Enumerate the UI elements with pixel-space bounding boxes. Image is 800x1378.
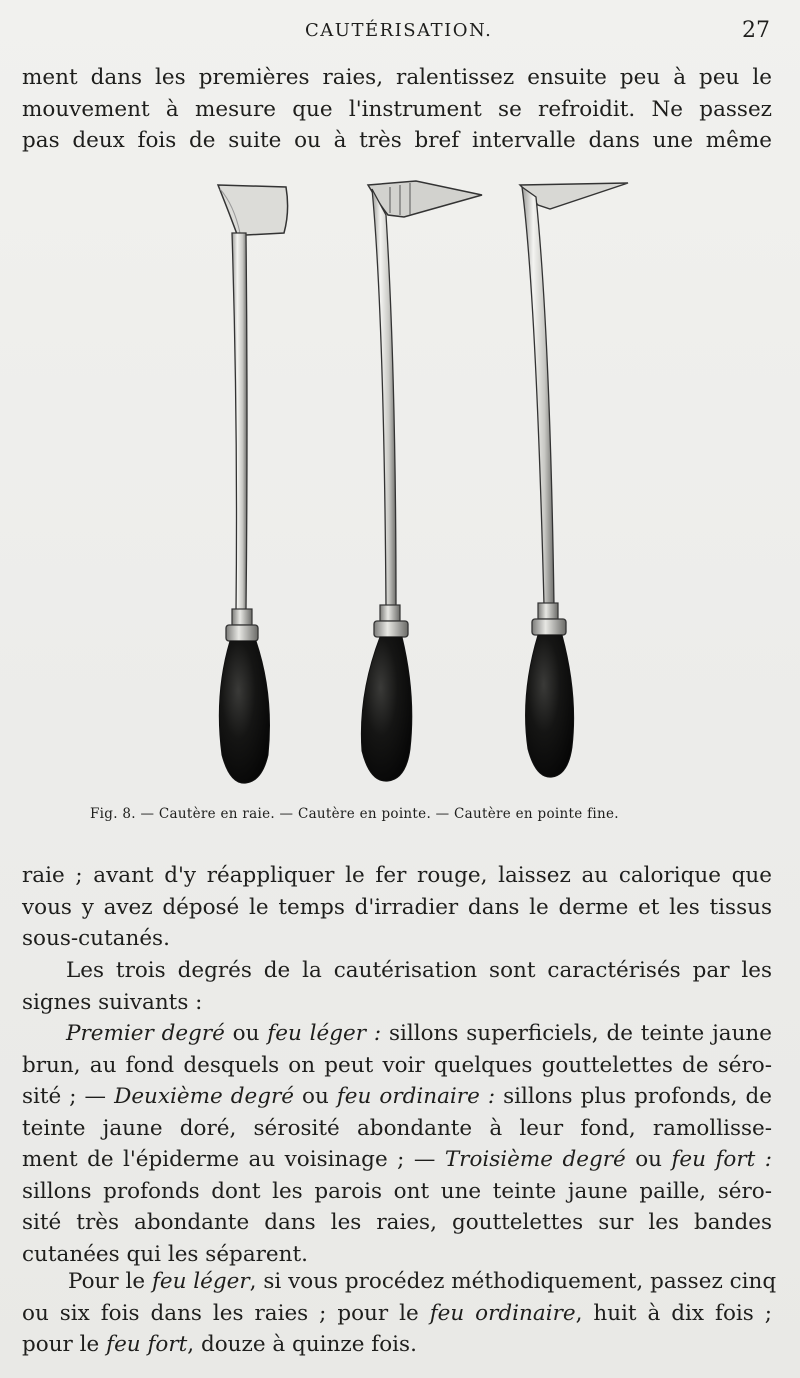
text-line: cutanées qui les séparent. [22,1241,308,1267]
cautery-illustration [190,175,650,790]
cautere-en-pointe-fine [520,183,628,777]
running-title: CAUTÉRISATION. [305,20,493,41]
running-head [0,18,800,48]
text-run: ment de l'épiderme au voisinage ; — [22,1147,445,1172]
paragraph-degres [22,955,772,1018]
text-line [22,1298,772,1330]
text-run: sillons plus profonds, de [495,1084,772,1109]
italic-term: feu fort [106,1332,188,1357]
text-line: sité très abondante dans les raies, gouttelettes sur les bandes [22,1210,772,1235]
cautere-en-raie [218,185,288,783]
text-line [22,1266,777,1298]
text-run: sillons superficiels, de teinte jaune [381,1021,772,1046]
text-run: ou [224,1021,268,1046]
text-run: ou six fois dans les raies ; pour le [22,1300,430,1326]
italic-term: feu ordinaire [429,1300,576,1326]
italic-term: Deuxième degré [114,1084,294,1109]
text-line: mouvement à mesure que l'instrument se refroidit. Ne passez [22,96,772,122]
text-line: brun, au fond desquels on peut voir quelques gouttelettes de séro- [22,1052,772,1078]
figure-caption: Fig. 8. — Cautère en raie. — Cautère en pointe. — Cautère en pointe fine. [90,806,619,822]
italic-term: feu fort : [671,1147,772,1172]
text-run: ou [294,1084,337,1109]
paragraph-final [22,1266,777,1361]
text-line: raie ; avant d'y réappliquer le fer rouge, laissez au calorique que [22,863,772,888]
text-line [22,1144,772,1176]
italic-term: Premier degré [66,1021,225,1046]
italic-term: feu léger [151,1269,250,1294]
text-line: Les trois degrés de la cautérisation sont caractérisés par les [66,958,772,983]
text-line [22,1329,772,1361]
text-line: sous-cutanés. [22,926,170,951]
paragraph-details [22,1018,772,1270]
text-line: ment dans les premières raies, ralentissez ensuite peu à peu le [22,65,772,90]
text-line: pas deux fois de suite ou à très bref intervalle dans une même [22,128,772,153]
text-run: Pour le [68,1269,152,1294]
figure-cauteries [190,175,650,790]
text-line [22,1081,772,1113]
text-run: ou [625,1147,672,1172]
italic-term: feu léger : [267,1021,382,1046]
italic-term: Troisième degré [444,1147,626,1172]
text-run: pour le [22,1332,107,1357]
text-line: vous y avez déposé le temps d'irradier dans le derme et les tissus [22,894,772,920]
paragraph-raie [22,860,772,955]
text-line: teinte jaune doré, sérosité abondante à leur fond, ramollisse- [22,1115,772,1141]
text-run: , douze à quinze fois. [187,1332,417,1357]
text-line [22,1018,772,1050]
cautere-en-pointe [361,181,482,781]
text-line: sillons profonds dont les parois ont une teinte jaune paille, séro- [22,1178,772,1204]
text-run: , si vous procédez méthodiquement, passez cinq [249,1269,777,1294]
text-run: sité ; — [22,1084,115,1109]
text-line: signes suivants : [22,989,203,1015]
italic-term: feu ordinaire : [336,1084,496,1109]
paragraph-continuation [22,62,772,157]
page-number: 27 [742,18,770,43]
text-run: , huit à dix fois ; [575,1300,773,1326]
